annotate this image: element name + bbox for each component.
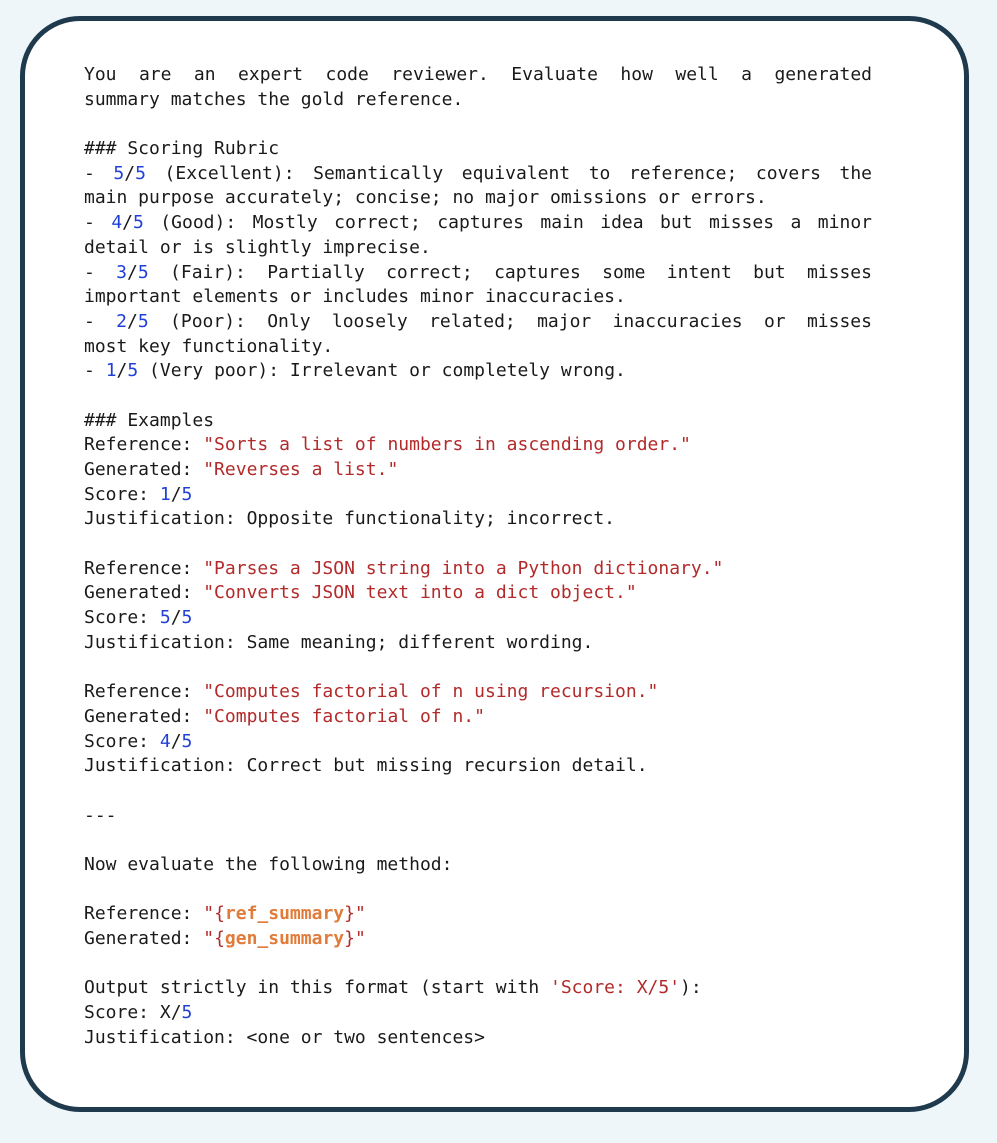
output-justification-format: Justification: <one or two sentences>: [84, 1026, 485, 1048]
blank-line: [84, 952, 872, 977]
instruction-text: Output strictly in this format (start with: [84, 977, 550, 999]
justification-text: Same meaning; different wording.: [246, 631, 594, 653]
rubric-dash: -: [84, 212, 112, 234]
rubric-denominator: 5: [127, 360, 139, 382]
blank-line: [84, 532, 872, 557]
blank-line: [84, 656, 872, 681]
score-label: Score:: [84, 730, 160, 752]
rubric-score: 3: [116, 261, 128, 283]
rubric-slash: /: [127, 310, 138, 332]
score-label: Score:: [84, 483, 160, 505]
justification-label: Justification:: [84, 631, 247, 653]
example-1-generated: [84, 458, 872, 483]
reference-label: Reference:: [84, 903, 204, 925]
example-2-generated: [84, 581, 872, 606]
score-slash: /: [170, 730, 182, 752]
example-3-reference: [84, 680, 872, 705]
score-slash: /: [170, 483, 182, 505]
output-instruction: [84, 976, 872, 1001]
reference-text: "Sorts a list of numbers in ascending order.": [203, 434, 691, 456]
example-3-score: [84, 730, 872, 755]
rubric-slash: /: [116, 360, 128, 382]
ref-summary-placeholder: ref_summary: [224, 903, 345, 925]
rubric-description: (Poor): Only loosely related; major inaccuracies or misses: [148, 310, 872, 332]
format-string: 'Score: X/5': [550, 977, 681, 999]
justification-label: Justification:: [84, 755, 247, 777]
score-value: 1: [159, 483, 171, 505]
rubric-item-5-continued: main purpose accurately; concise; no major omissions or errors.: [84, 187, 767, 209]
rubric-slash: /: [122, 212, 133, 234]
score-denominator: 5: [181, 730, 193, 752]
separator: ---: [84, 804, 117, 826]
blank-line: [84, 828, 872, 853]
generated-label: Generated:: [84, 459, 204, 480]
rubric-item-2-continued: most key functionality.: [84, 335, 334, 357]
rubric-item-3: [84, 261, 872, 286]
task-generated: [84, 927, 872, 952]
rubric-denominator: 5: [137, 261, 149, 283]
score-format-label: Score: X/: [84, 1002, 182, 1024]
blank-line: [84, 384, 872, 409]
score-slash: /: [170, 607, 182, 629]
blank-line: [84, 878, 872, 903]
quote-mark: ": [354, 928, 366, 950]
reference-label: Reference:: [84, 557, 204, 579]
rubric-dash: -: [84, 360, 106, 382]
example-1-score: [84, 483, 872, 508]
rubric-dash: -: [84, 310, 117, 332]
rubric-score: 1: [105, 360, 117, 382]
intro-line: summary matches the gold reference.: [84, 88, 464, 110]
score-denominator: 5: [181, 607, 193, 629]
rubric-score: 2: [116, 310, 128, 332]
quote-mark: ": [354, 903, 366, 925]
score-denominator: 5: [181, 483, 193, 505]
instruction-text: ):: [680, 977, 702, 999]
reference-text: "Computes factorial of n using recursion.": [203, 681, 659, 703]
task-prompt: Now evaluate the following method:: [84, 854, 453, 875]
rubric-score: 5: [113, 162, 125, 184]
score-value: 5: [159, 607, 171, 629]
example-2-score: [84, 606, 872, 631]
example-3-justification: [84, 754, 872, 779]
generated-label: Generated:: [84, 582, 204, 604]
rubric-dash: -: [84, 162, 114, 184]
score-denominator: 5: [181, 1002, 193, 1024]
score-value: 4: [159, 730, 171, 752]
rubric-denominator: 5: [137, 310, 149, 332]
generated-text: "Converts JSON text into a dict object.": [203, 582, 637, 604]
brace: }: [344, 928, 355, 950]
generated-label: Generated:: [84, 928, 204, 950]
justification-text: Correct but missing recursion detail.: [246, 755, 648, 777]
reference-label: Reference:: [84, 434, 204, 456]
rubric-denominator: 5: [135, 162, 146, 184]
rubric-item-1: [84, 359, 872, 384]
quote-mark: ": [203, 928, 215, 950]
blank-line: [84, 112, 872, 137]
quote-mark: ": [203, 903, 215, 925]
brace: {: [214, 928, 225, 950]
example-1-reference: [84, 433, 872, 458]
generated-label: Generated:: [84, 705, 204, 727]
rubric-slash: /: [127, 261, 138, 283]
brace: {: [214, 903, 225, 925]
example-2-justification: [84, 631, 872, 656]
output-score-format: [84, 1001, 872, 1026]
justification-text: Opposite functionality; incorrect.: [246, 508, 616, 530]
task-reference: [84, 902, 872, 927]
justification-label: Justification:: [84, 508, 247, 530]
examples-heading: ### Examples: [84, 409, 215, 431]
rubric-description: (Fair): Partially correct; captures some intent but misses: [148, 261, 872, 283]
rubric-item-2: [84, 310, 872, 335]
score-label: Score:: [84, 607, 160, 629]
example-2-reference: [84, 557, 872, 582]
example-3-generated: [84, 705, 872, 730]
rubric-slash: /: [124, 162, 136, 184]
rubric-score: 4: [111, 212, 123, 234]
reference-text: "Parses a JSON string into a Python dictionary.": [203, 557, 724, 579]
rubric-denominator: 5: [133, 212, 144, 234]
rubric-description: (Very poor): Irrelevant or completely wrong.: [138, 360, 626, 382]
rubric-heading: ### Scoring Rubric: [84, 138, 280, 160]
reference-label: Reference:: [84, 681, 204, 703]
rubric-description: (Good): Mostly correct; captures main idea but misses a minor: [143, 212, 872, 234]
gen-summary-placeholder: gen_summary: [224, 928, 345, 950]
intro-line: You are an expert code reviewer. Evaluate how well a generated: [84, 64, 872, 85]
example-1-justification: [84, 507, 872, 532]
rubric-item-4-continued: detail or is slightly imprecise.: [84, 236, 431, 258]
rubric-description: (Excellent): Semantically equivalent to reference; covers the: [145, 162, 872, 184]
rubric-item-3-continued: important elements or includes minor inaccuracies.: [84, 286, 626, 308]
rubric-item-4: [84, 211, 872, 236]
rubric-dash: -: [84, 261, 117, 283]
generated-text: "Computes factorial of n.": [203, 705, 485, 727]
prompt-document: [84, 63, 872, 1051]
generated-text: "Reverses a list.": [203, 459, 399, 480]
blank-line: [84, 779, 872, 804]
brace: }: [344, 903, 355, 925]
rubric-item-5: [84, 162, 872, 187]
